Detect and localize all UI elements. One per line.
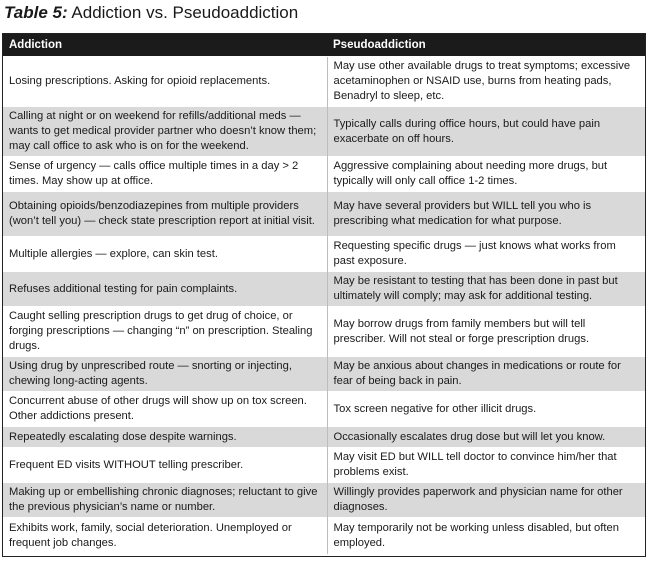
table-row xyxy=(3,518,645,554)
addiction-cell: Repeatedly escalating dose despite warnings. xyxy=(3,427,327,448)
table-title-text: Addiction vs. Pseudoaddiction xyxy=(71,3,299,22)
header-row xyxy=(3,34,645,57)
comparison-table xyxy=(3,34,645,554)
table-number: Table 5: xyxy=(4,3,68,22)
table-row xyxy=(3,307,645,357)
addiction-cell: Multiple allergies — explore, can skin test. xyxy=(3,237,327,272)
table-row xyxy=(3,392,645,427)
pseudoaddiction-cell: May be resistant to testing that has been done in past but ultimately will comply; may ask for additional testing. xyxy=(327,272,645,307)
pseudoaddiction-cell: Requesting specific drugs — just knows what works from past exposure. xyxy=(327,237,645,272)
table-row xyxy=(3,483,645,518)
table-row xyxy=(3,357,645,392)
pseudoaddiction-cell: May be anxious about changes in medications or route for fear of being back in pain. xyxy=(327,357,645,392)
pseudoaddiction-cell: May borrow drugs from family members but will tell prescriber. Will not steal or forge prescription drugs. xyxy=(327,307,645,357)
addiction-cell: Exhibits work, family, social deterioration. Unemployed or frequent job changes. xyxy=(3,518,327,554)
table-row xyxy=(3,107,645,157)
addiction-cell: Making up or embellishing chronic diagnoses; reluctant to give the previous physician’s name or number. xyxy=(3,483,327,518)
addiction-cell: Sense of urgency — calls office multiple times in a day > 2 times. May show up at office. xyxy=(3,157,327,192)
addiction-cell: Frequent ED visits WITHOUT telling prescriber. xyxy=(3,448,327,483)
table-row xyxy=(3,157,645,192)
pseudoaddiction-cell: Tox screen negative for other illicit drugs. xyxy=(327,392,645,427)
pseudoaddiction-cell: May use other available drugs to treat symptoms; excessive acetaminophen or NSAID use, burns from heating pads, Benadryl to sleep, etc. xyxy=(327,57,645,107)
addiction-cell: Using drug by unprescribed route — snorting or injecting, chewing long-acting agents. xyxy=(3,357,327,392)
pseudoaddiction-cell: Aggressive complaining about needing more drugs, but typically will only call office 1-2 times. xyxy=(327,157,645,192)
addiction-cell: Concurrent abuse of other drugs will show up on tox screen. Other addictions present. xyxy=(3,392,327,427)
table-row xyxy=(3,192,645,237)
table-title xyxy=(4,3,298,23)
table-row xyxy=(3,427,645,448)
pseudoaddiction-cell: May temporarily not be working unless disabled, but often employed. xyxy=(327,518,645,554)
column-header-addiction: Addiction xyxy=(3,34,327,57)
pseudoaddiction-cell: May have several providers but WILL tell you who is prescribing what medication for what purpose. xyxy=(327,192,645,237)
pseudoaddiction-cell: Typically calls during office hours, but could have pain exacerbate on off hours. xyxy=(327,107,645,157)
table-row xyxy=(3,272,645,307)
table-row xyxy=(3,448,645,483)
table-row xyxy=(3,237,645,272)
addiction-cell: Refuses additional testing for pain complaints. xyxy=(3,272,327,307)
column-header-pseudoaddiction: Pseudoaddiction xyxy=(327,34,645,57)
pseudoaddiction-cell: Willingly provides paperwork and physician name for other diagnoses. xyxy=(327,483,645,518)
comparison-table-frame xyxy=(2,33,646,557)
addiction-cell: Caught selling prescription drugs to get drug of choice, or forging prescriptions — changing “n” on prescription. Stealing drugs. xyxy=(3,307,327,357)
addiction-cell: Calling at night or on weekend for refills/additional meds — wants to get medical provider partner who doesn’t know them; may call office to ask who is on for the weekend. xyxy=(3,107,327,157)
table-row xyxy=(3,57,645,107)
pseudoaddiction-cell: May visit ED but WILL tell doctor to convince him/her that problems exist. xyxy=(327,448,645,483)
pseudoaddiction-cell: Occasionally escalates drug dose but will let you know. xyxy=(327,427,645,448)
addiction-cell: Losing prescriptions. Asking for opioid replacements. xyxy=(3,57,327,107)
addiction-cell: Obtaining opioids/benzodiazepines from multiple providers (won’t tell you) — check state prescription report at initial visit. xyxy=(3,192,327,237)
